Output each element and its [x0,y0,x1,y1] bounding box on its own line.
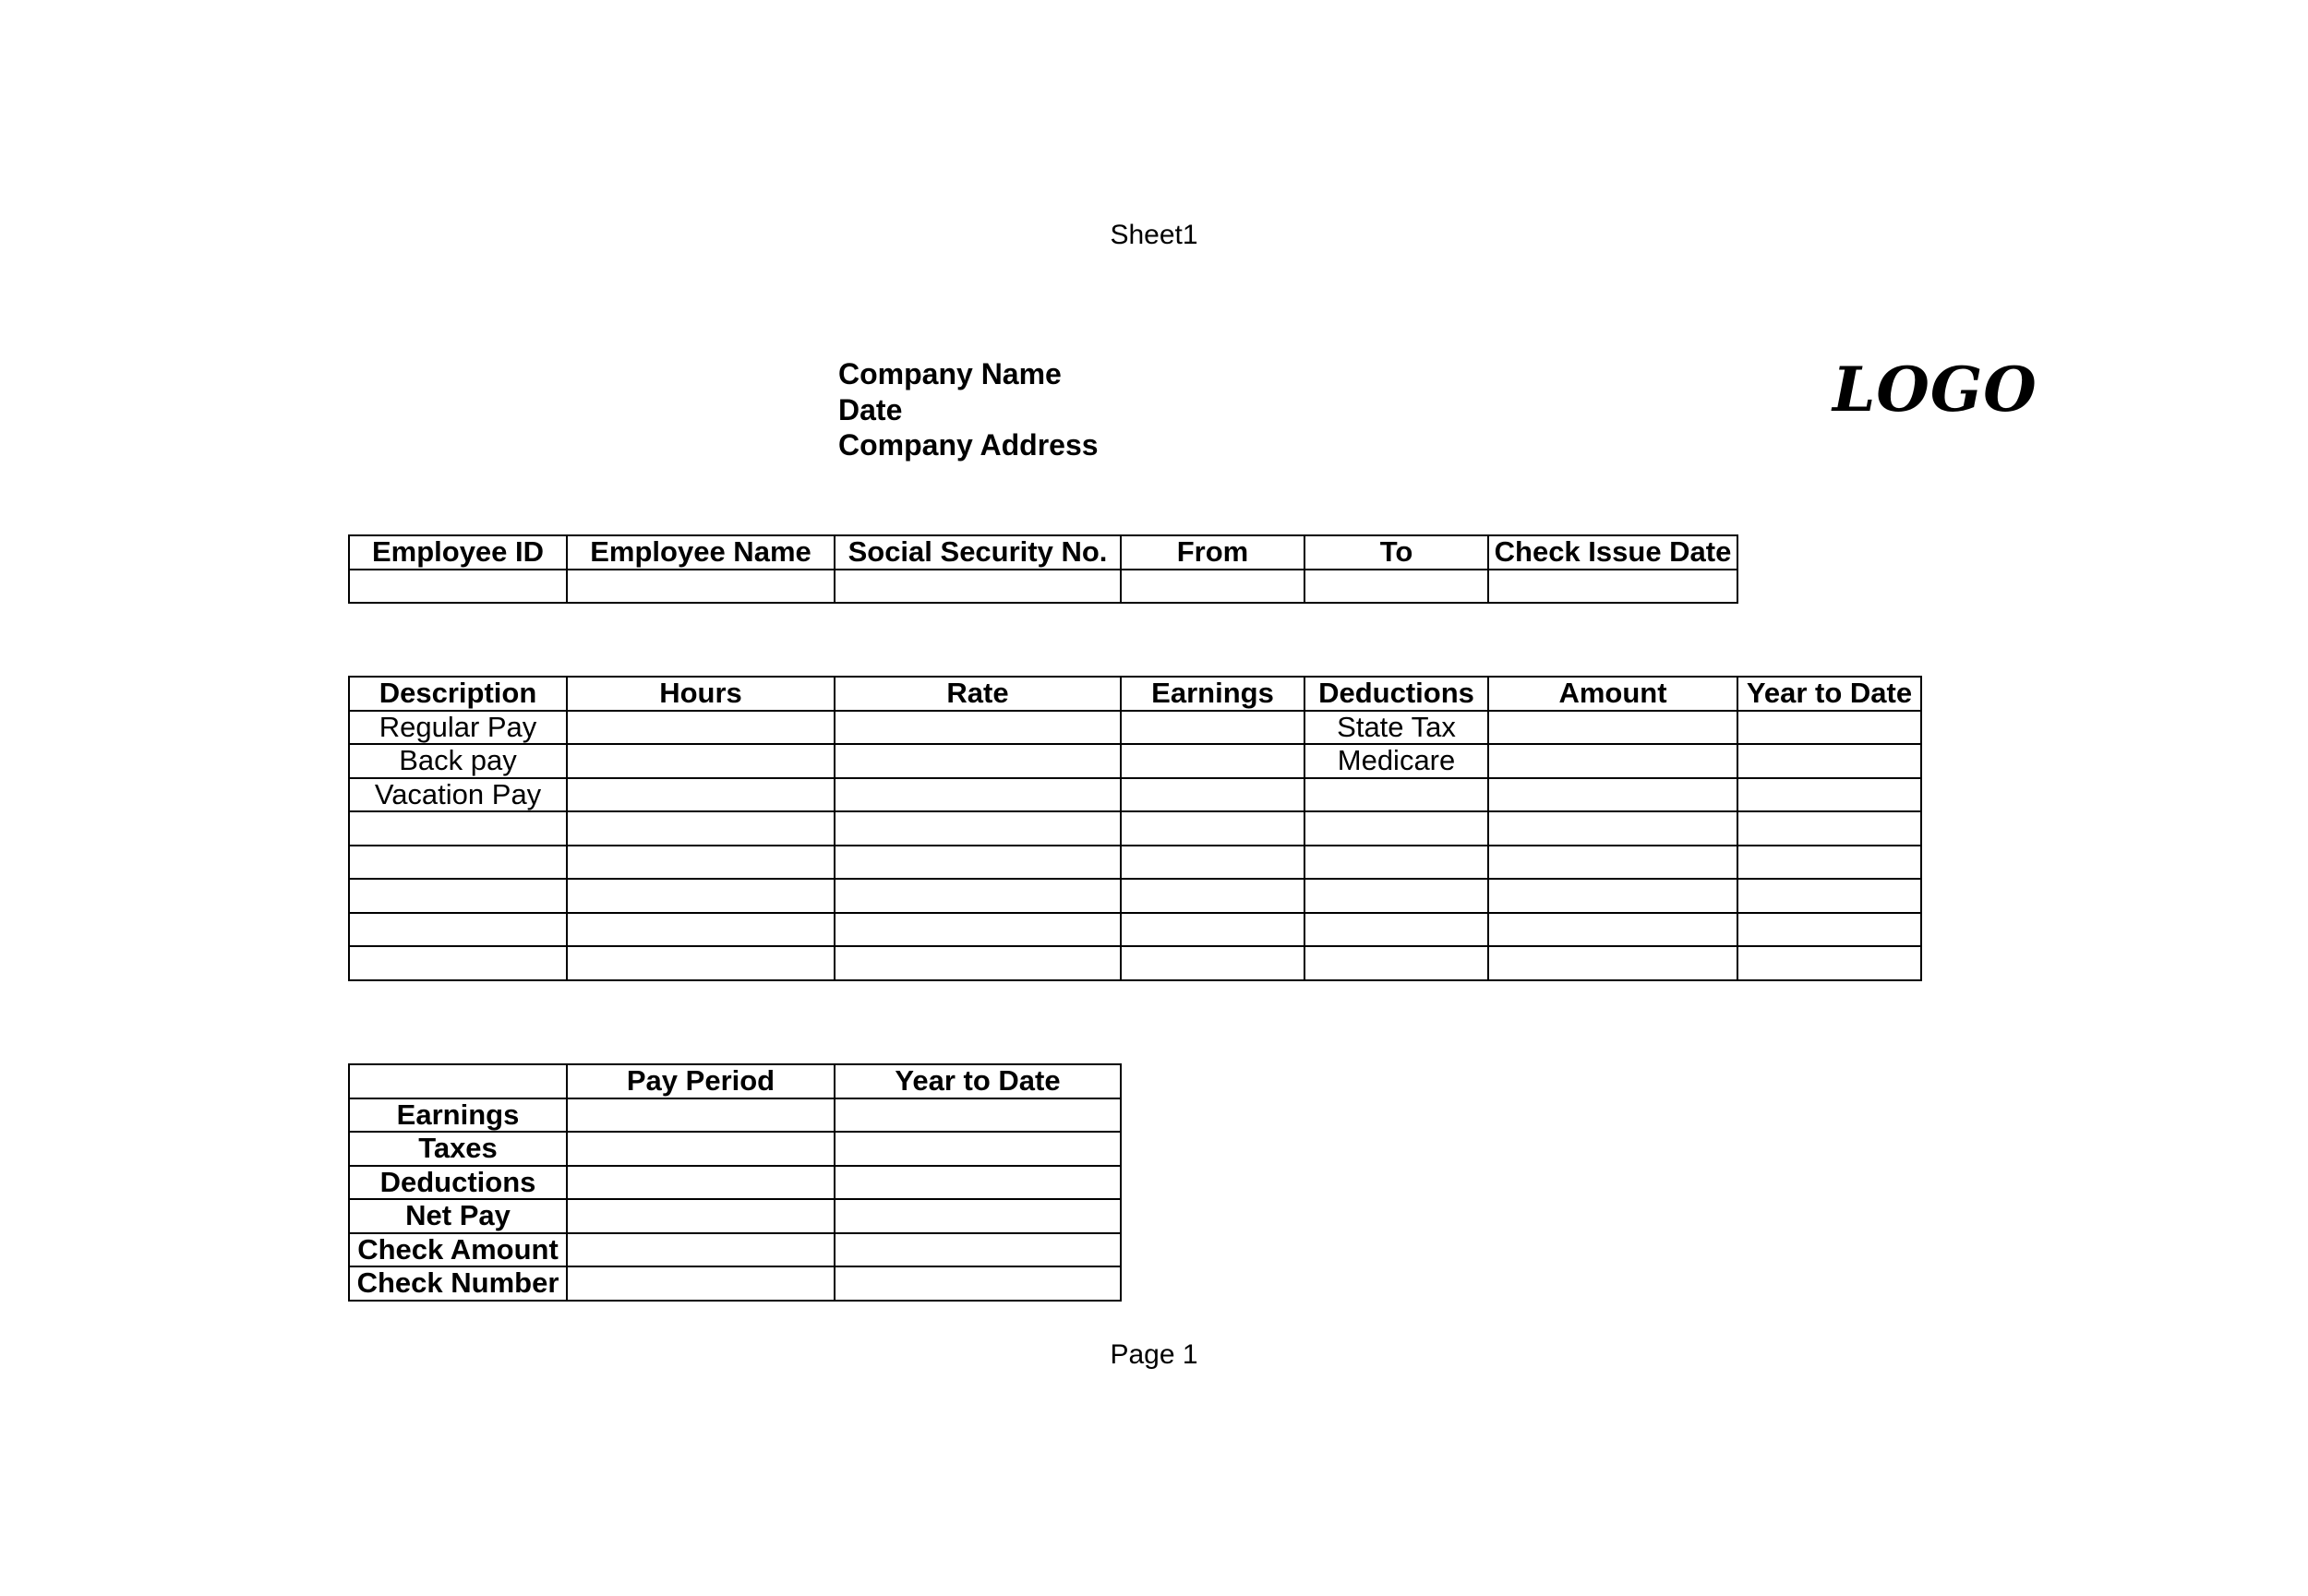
table-row [349,744,1921,778]
cell-earnings[interactable] [1121,744,1304,778]
cell-amount[interactable] [1488,744,1737,778]
header-earnings: Earnings [1121,677,1304,711]
header-year-to-date: Year to Date [835,1064,1121,1098]
company-date: Date [838,392,903,426]
header-deductions: Deductions [1304,677,1488,711]
cell-pay-period[interactable] [567,1132,835,1166]
header-pay-period: Pay Period [567,1064,835,1098]
cell-description: Back pay [349,744,567,778]
cell-year-to-date[interactable] [1737,744,1921,778]
cell-deductions[interactable] [1304,811,1488,846]
header-hours: Hours [567,677,835,711]
cell-amount[interactable] [1488,711,1737,745]
summary-row-net-pay [349,1199,1121,1233]
cell-year-to-date[interactable] [1737,879,1921,913]
earnings-deductions-table [348,676,1922,981]
cell-social-security-no[interactable] [835,570,1121,604]
employee-header-row [349,535,1737,570]
cell-pay-period[interactable] [567,1098,835,1133]
cell-deductions[interactable] [1304,846,1488,880]
cell-hours[interactable] [567,744,835,778]
cell-to[interactable] [1304,570,1488,604]
table-row [349,711,1921,745]
company-info [838,356,1099,463]
cell-hours[interactable] [567,778,835,812]
cell-description[interactable] [349,946,567,980]
pay-summary-table [348,1063,1122,1302]
cell-rate[interactable] [835,711,1121,745]
cell-hours[interactable] [567,846,835,880]
summary-row-check-number [349,1266,1121,1301]
cell-year-to-date[interactable] [835,1132,1121,1166]
cell-deductions: State Tax [1304,711,1488,745]
cell-deductions[interactable] [1304,778,1488,812]
company-name: Company Name [838,357,1062,390]
summary-label: Check Amount [349,1233,567,1267]
cell-check-issue-date[interactable] [1488,570,1737,604]
employee-info-table [348,534,1738,604]
cell-deductions[interactable] [1304,913,1488,947]
cell-year-to-date[interactable] [835,1233,1121,1267]
cell-rate[interactable] [835,879,1121,913]
summary-row-taxes [349,1132,1121,1166]
cell-year-to-date[interactable] [1737,913,1921,947]
cell-rate[interactable] [835,744,1121,778]
cell-earnings[interactable] [1121,846,1304,880]
header-year-to-date: Year to Date [1737,677,1921,711]
cell-year-to-date[interactable] [1737,711,1921,745]
cell-year-to-date[interactable] [1737,778,1921,812]
cell-rate[interactable] [835,913,1121,947]
cell-pay-period[interactable] [567,1199,835,1233]
cell-amount[interactable] [1488,946,1737,980]
cell-description[interactable] [349,811,567,846]
summary-label: Check Number [349,1266,567,1301]
cell-amount[interactable] [1488,811,1737,846]
cell-pay-period[interactable] [567,1266,835,1301]
cell-description[interactable] [349,879,567,913]
cell-hours[interactable] [567,946,835,980]
cell-hours[interactable] [567,811,835,846]
header-corner [349,1064,567,1098]
header-amount: Amount [1488,677,1737,711]
header-employee-name: Employee Name [567,535,835,570]
summary-row-check-amount [349,1233,1121,1267]
header-description: Description [349,677,567,711]
cell-year-to-date[interactable] [835,1199,1121,1233]
summary-row-earnings [349,1098,1121,1133]
cell-earnings[interactable] [1121,811,1304,846]
cell-description[interactable] [349,913,567,947]
cell-rate[interactable] [835,946,1121,980]
table-row [349,913,1921,947]
cell-hours[interactable] [567,879,835,913]
cell-amount[interactable] [1488,846,1737,880]
cell-earnings[interactable] [1121,879,1304,913]
header-check-issue-date: Check Issue Date [1488,535,1737,570]
cell-rate[interactable] [835,778,1121,812]
cell-description[interactable] [349,846,567,880]
summary-row-deductions [349,1166,1121,1200]
cell-description: Regular Pay [349,711,567,745]
table-row [349,811,1921,846]
cell-employee-name[interactable] [567,570,835,604]
summary-label: Earnings [349,1098,567,1133]
employee-data-row [349,570,1737,604]
cell-pay-period[interactable] [567,1233,835,1267]
page-number: Page 1 [1110,1339,1198,1370]
cell-rate[interactable] [835,846,1121,880]
company-address: Company Address [838,428,1099,462]
summary-label: Deductions [349,1166,567,1200]
cell-description: Vacation Pay [349,778,567,812]
company-logo: LOGO [1833,354,2038,426]
cell-year-to-date[interactable] [1737,811,1921,846]
cell-deductions[interactable] [1304,879,1488,913]
cell-earnings[interactable] [1121,913,1304,947]
cell-pay-period[interactable] [567,1166,835,1200]
cell-deductions[interactable] [1304,946,1488,980]
header-from: From [1121,535,1304,570]
cell-deductions: Medicare [1304,744,1488,778]
table-row [349,879,1921,913]
cell-amount[interactable] [1488,913,1737,947]
cell-year-to-date[interactable] [1737,846,1921,880]
cell-hours[interactable] [567,711,835,745]
summary-label: Taxes [349,1132,567,1166]
cell-year-to-date[interactable] [1737,946,1921,980]
cell-earnings[interactable] [1121,946,1304,980]
header-employee-id: Employee ID [349,535,567,570]
cell-from[interactable] [1121,570,1304,604]
cell-earnings[interactable] [1121,778,1304,812]
table-row [349,946,1921,980]
table-row [349,846,1921,880]
table-row [349,778,1921,812]
summary-label: Net Pay [349,1199,567,1233]
cell-amount[interactable] [1488,879,1737,913]
cell-employee-id[interactable] [349,570,567,604]
header-rate: Rate [835,677,1121,711]
cell-hours[interactable] [567,913,835,947]
earnings-header-row [349,677,1921,711]
cell-amount[interactable] [1488,778,1737,812]
cell-year-to-date[interactable] [835,1098,1121,1133]
cell-earnings[interactable] [1121,711,1304,745]
cell-year-to-date[interactable] [835,1266,1121,1301]
header-to: To [1304,535,1488,570]
header-social-security-no: Social Security No. [835,535,1121,570]
sheet-title: Sheet1 [1110,220,1198,250]
cell-year-to-date[interactable] [835,1166,1121,1200]
summary-header-row [349,1064,1121,1098]
cell-rate[interactable] [835,811,1121,846]
